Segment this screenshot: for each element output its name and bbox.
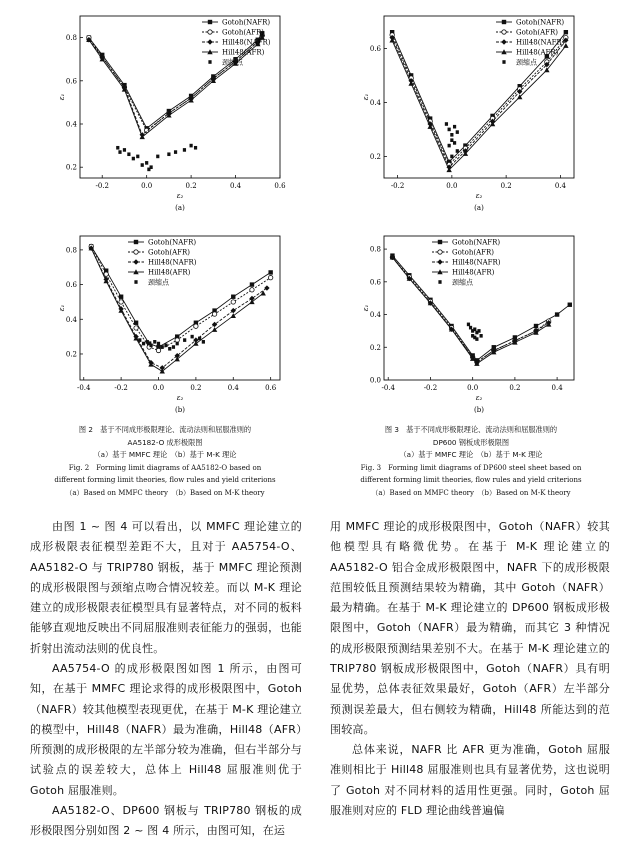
series-line [91,248,263,371]
necking-point [157,342,160,346]
necking-point [136,155,139,159]
legend-label: Hill48(NAFR) [148,258,197,267]
necking-point [138,338,141,342]
necking-point [167,152,170,156]
necking-point [146,340,149,344]
necking-point [202,340,205,344]
y-tick-label: 0.6 [65,77,77,86]
series-point [134,321,138,325]
fig3-sub-zh: （a）基于 MMFC 理论 （b）基于 M-K 理论 [399,450,543,459]
series-point [564,30,568,34]
necking-point [172,345,175,349]
x-tick-label: 0.2 [190,384,202,392]
legend-label: Hill48(AFR) [452,268,495,277]
legend-marker [437,259,442,264]
necking-point [183,148,186,152]
x-tick-label: 0.2 [185,182,197,190]
x-tick-label: 0.4 [551,384,563,392]
fig3-title-en-2: different forming limit theories, flow rules and yield criterions [360,476,582,484]
series-point [250,282,254,286]
necking-point [456,149,459,153]
fig2-title-en-2: different forming limit theories, flow rules and yield criterions [54,476,276,484]
necking-point [132,157,135,161]
series-point [231,300,235,304]
legend-label: Hill48(NAFR) [452,258,501,267]
x-tick-label: 0.6 [265,384,277,392]
y-tick-label: 0.4 [369,311,381,320]
y-tick-label: 0.4 [65,315,77,324]
x-tick-label: 0.6 [274,182,286,190]
legend-marker [208,30,212,34]
x-tick-label: 0.4 [227,384,239,392]
legend-label: Hill48(NAFR) [516,38,565,47]
x-axis-label: ε₂ [176,394,184,402]
series-point [156,348,160,352]
fig3-title-zh-2: DP600 钢板成形极限图 [432,437,510,447]
sub-figure-label: (a) [474,204,484,212]
y-tick-label: 0.8 [65,246,77,255]
fig3-title-en-1: Fig. 3 Forming limit diagrams of DP600 steel sheet based on [360,463,582,472]
legend-label: Gotoh(NAFR) [452,238,501,247]
y-tick-label: 0.8 [369,245,381,254]
y-tick-label: 0.2 [369,343,381,352]
necking-point [450,133,453,137]
legend-marker [208,60,211,64]
body-right-paragraph-1: 用 MMFC 理论的成形极限图中，Gotoh（NAFR）较其他模型具有略微优势。在基于 M-K 理论建立的 AA5182-O 铝合金成形极限图中，NAFR 下的成形极限范围较低且预测结果较为精确，其中 Gotoh（NAFR）最为精确。在基于 M-K 理论建立的 DP600 钢板成形极限图中，Gotoh（NAFR）最为精确，而其它 3 种情况的成形极限预测结果差别不大。在基于 M-K 理论建立的 TRIP780 钢板成形极限图中，Gotoh（NAFR）具有明显优势，总体表征效果最好，Gotoh（AFR）左半部分预测误差最大，但右侧较为精确，Hill48 所能达到的范围较高。 [330,520,610,736]
necking-point [448,144,451,148]
legend-marker [208,20,212,24]
y-tick-label: 0.6 [369,278,381,287]
necking-point [149,344,152,348]
necking-point [142,342,145,346]
fig2-title-zh-1: 图 2 基于不同成形极限理论、流动法则和屈服准则的 [78,425,252,434]
x-tick-label: 0.0 [446,182,458,190]
x-tick-label: -0.4 [76,384,91,392]
series-point [119,295,123,299]
legend-marker [134,280,137,284]
y-axis-label: ε₁ [58,304,66,312]
y-tick-label: 0.8 [65,34,77,43]
necking-point [198,337,201,341]
series-line [392,38,566,168]
legend-label: Gotoh(NAFR) [516,18,565,27]
x-tick-label: 0.2 [509,384,521,392]
series-point [555,312,559,316]
y-tick-label: 0.2 [369,152,381,161]
necking-point [153,340,156,344]
legend-marker [501,39,506,44]
legend-marker [133,259,138,264]
legend-marker [207,39,212,44]
y-tick-label: 0.0 [369,376,381,385]
legend-marker [438,280,441,284]
y-tick-label: 0.2 [65,163,77,172]
legend-label: Hill48(AFR) [516,48,559,57]
fig3-sub-en: （a）Based on MMFC theory （b）Based on M-K theory [371,488,571,497]
legend-label: Hill48(AFR) [148,268,191,277]
legend-label: Gotoh(NAFR) [148,238,197,247]
legend-label: Gotoh(AFR) [148,248,190,257]
series-point [250,288,254,292]
necking-point [445,122,448,126]
figure-2a-chart [58,8,288,216]
fig2-sub-en: （a）Based on MMFC theory （b）Based on M-K theory [65,488,265,497]
necking-point [469,326,472,330]
series-point [104,272,108,276]
necking-point [190,144,193,148]
series-point [194,324,198,328]
fig2-title-en-1: Fig. 2 Forming limit diagrams of AA5182-O based on [68,463,262,472]
x-tick-label: -0.2 [95,182,109,190]
necking-point [453,125,456,129]
series-point [568,303,572,307]
necking-point [174,150,177,154]
series-point [231,295,235,299]
series-point [231,313,236,318]
legend-label: Hill48(AFR) [222,48,265,57]
legend-marker [502,30,506,34]
y-axis-label: ε₁ [362,304,370,312]
legend-label: Hill48(NAFR) [222,38,271,47]
necking-point [467,323,470,327]
series-point [212,312,216,316]
x-axis-label: ε₂ [176,192,184,200]
figure-3a-chart [362,8,582,216]
series-point [134,326,138,330]
fig3a-plot-svg [362,8,582,216]
necking-point [473,327,476,331]
legend-marker [438,250,442,254]
series-point [534,324,538,328]
necking-point [448,128,451,132]
necking-point [141,163,144,167]
legend-marker [134,240,138,244]
body-left-paragraph-1: 由图 1 ~ 图 4 可以看出，以 MMFC 理论建立的成形极限表征模型差距不大，且对于 AA5754-O、AA5182-O 与 TRIP780 钢板，基于 MMFC 理论预测的成形极限图与颈缩点吻合情况较差。而以 M-K 理论建立的成形极限表征模型具有显著特点，对不同的板料能够直观地反映出不同屈服准则表征能力的强弱，也能折射出流动法则的优良性。 [30,520,302,655]
legend-label: 颈缩点 [516,58,537,67]
x-axis-label: ε₂ [475,394,483,402]
legend-marker [502,20,506,24]
necking-point [118,150,121,154]
series-point [264,285,269,290]
legend-label: Gotoh(AFR) [452,248,494,257]
fig3b-plot-svg [362,228,582,418]
necking-point [156,155,159,159]
x-tick-label: -0.2 [390,182,405,190]
figure-3-caption [326,424,616,499]
necking-point [145,161,148,165]
series-point [268,275,272,279]
fig2-sub-zh: （a）基于 MMFC 理论 （b）基于 M-K 理论 [93,450,237,459]
x-tick-label: -0.2 [114,384,128,392]
sub-figure-label: (b) [474,406,484,414]
necking-point [168,347,171,351]
necking-point [453,141,456,145]
x-axis-label: ε₂ [475,192,483,200]
legend-label: Gotoh(AFR) [516,28,558,37]
body-left-paragraph-3: AA5182-O、DP600 钢板与 TRIP780 钢板的成形极限图分别如图 2 ~ 图 4 所示，由图可知，在运 [30,804,302,838]
y-axis-label: ε₁ [58,93,66,101]
figure-2b-chart [58,228,288,418]
x-tick-label: -0.4 [381,384,395,392]
necking-point [450,155,453,159]
y-tick-label: 0.4 [65,120,77,129]
x-tick-label: 0.2 [500,182,512,190]
necking-point [123,148,126,152]
legend-marker [502,60,505,64]
necking-point [477,329,480,333]
figure-3b-chart [362,228,582,418]
body-right-paragraph-2: 总体来说，NAFR 比 AFR 更为准确，Gotoh 屈服准则相比于 Hill48 屈服准则也具有显著优势，这也说明了 Gotoh 对不同材料的适用性更强。同时，Gotoh 屈服准则对应的 FLD 理论曲线普遍偏 [330,743,610,817]
necking-point [164,344,167,348]
fig2-title-zh-2: AA5182-O 成形极限图 [127,437,203,447]
series-point [268,270,272,274]
x-tick-label: 0.4 [554,182,566,190]
y-tick-label: 0.4 [369,98,381,107]
x-tick-label: 0.4 [229,182,242,190]
sub-figure-label: (a) [175,204,185,212]
y-tick-label: 0.6 [369,44,381,53]
necking-point [176,342,179,346]
legend-label: Gotoh(AFR) [222,28,264,37]
necking-point [456,130,459,134]
sub-figure-label: (b) [175,406,185,414]
y-axis-label: ε₁ [362,93,370,101]
necking-point [475,337,478,341]
series-point [119,300,123,304]
series-point [175,338,179,342]
body-left-paragraph-2: AA5754-O 的成形极限图如图 1 所示，由图可知，在基于 MMFC 理论求得的成形极限图中，Gotoh（NAFR）较其他模型表现更优，在基于 M-K 理论建立的模型中，Hill48（NAFR）最为准确，Hill48（AFR）所预测的成形极限的左半部分较为准确，但右半部分与试验点的误差较大，总体上 Hill48 屈服准则优于 Gotoh 屈服准则。 [30,662,302,797]
necking-point [194,146,197,150]
series-point [212,327,217,332]
necking-point [191,335,194,339]
legend-label: 颈缩点 [222,58,243,67]
necking-point [480,334,483,338]
legend-label: Gotoh(NAFR) [222,18,271,27]
fig2b-plot-svg [58,228,288,418]
necking-point [116,146,119,150]
series-line [392,40,566,170]
legend-marker [438,240,442,244]
y-tick-label: 0.6 [65,281,77,290]
necking-point [183,338,186,342]
x-tick-label: 0.0 [141,182,153,190]
necking-point [127,152,130,156]
legend-label: 颈缩点 [452,278,473,287]
x-tick-label: 0.0 [152,384,165,392]
fig2a-plot-svg [58,8,288,216]
necking-point [161,345,164,349]
figure-2-caption [20,424,310,499]
necking-point [150,165,153,169]
x-tick-label: 0.0 [467,384,479,392]
legend-label: 颈缩点 [148,278,169,287]
y-tick-label: 0.2 [65,350,77,359]
x-tick-label: -0.2 [423,384,438,392]
legend-marker [134,250,138,254]
fig3-title-zh-1: 图 3 基于不同成形极限理论、流动法则和屈服准则的 [384,425,558,434]
series-point [260,291,265,296]
